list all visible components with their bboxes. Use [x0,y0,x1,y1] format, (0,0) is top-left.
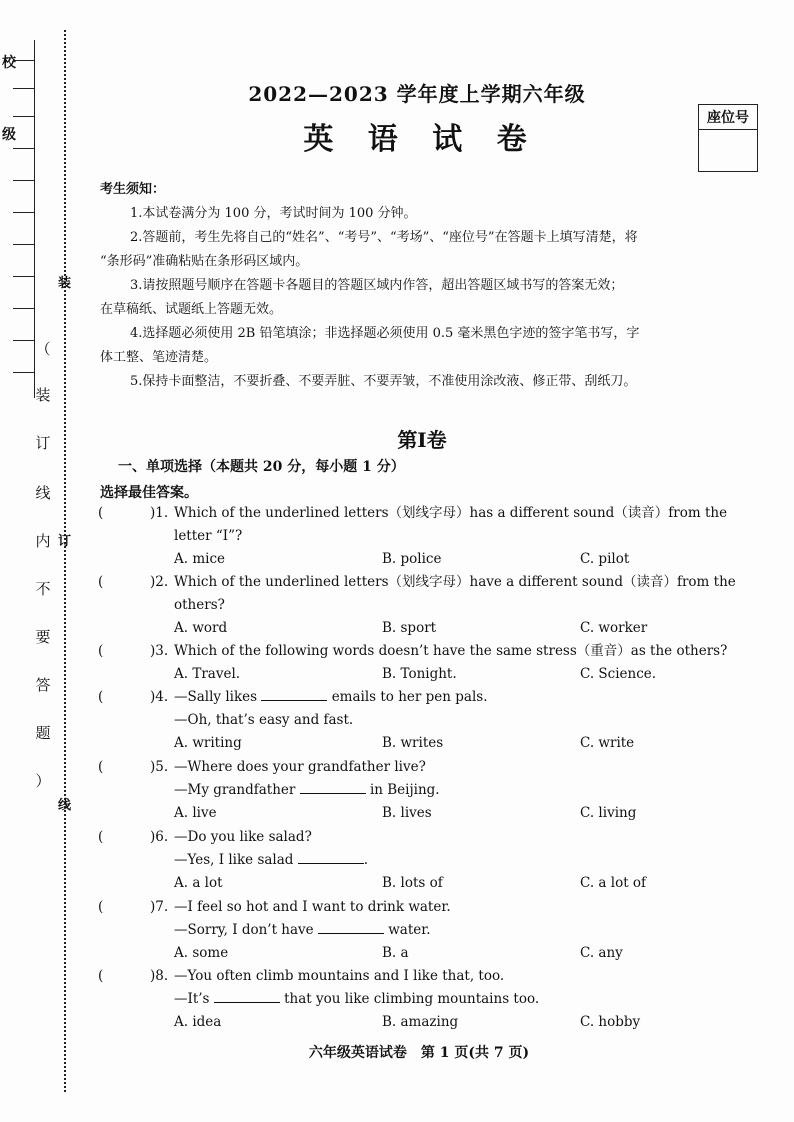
question-text: letter “I”? [174,528,243,544]
option-a: A. Travel. [174,666,241,682]
option-c: C. any [580,945,623,961]
question-text: —Sally likes [174,689,258,705]
info-rule [13,276,35,277]
option-a: A. live [174,805,217,821]
margin-char: 不 [35,580,51,598]
option-a: A. word [174,620,228,636]
question-text: —Do you like salad? [174,829,312,845]
info-rule [13,180,35,181]
margin-zhuang: 装 [58,276,72,291]
page-footer: 六年级英语试卷 第 1 页(共 7 页) [308,1045,530,1061]
answer-paren[interactable]: ( [98,643,104,659]
option-c: C. hobby [580,1014,641,1030]
option-b: B. writes [382,735,444,751]
question-number: )3. [150,643,169,659]
instruction-item: 在草稿纸、试题纸上答题无效。 [100,302,283,317]
option-b: B. police [382,551,442,567]
question-4 [98,686,746,755]
option-a: A. a lot [174,875,223,891]
margin-char: 答 [35,676,51,694]
info-rule [13,244,35,245]
question-number: )2. [150,574,169,590]
exam-title-line: 2022—2023 学年度上学期六年级 [248,82,586,106]
question-number: )7. [150,899,169,915]
instruction-item: 3.请按照题号顺序在答题卡各题目的答题区域内作答，超出答题区域书写的答案无效； [130,278,624,293]
question-text: others? [174,597,225,613]
answer-blank [261,686,327,701]
question-text: —Oh, that’s easy and fast. [174,712,354,728]
question-text: —Sorry, I don’t have [174,922,314,938]
margin-mark-grade: 级 [2,127,16,143]
question-text: —Yes, I like salad [174,852,294,868]
answer-paren[interactable]: ( [98,899,104,915]
info-rule [13,60,35,61]
exam-subject: 英 语 试 卷 [303,122,539,157]
option-b: B. a [382,945,409,961]
info-rule [13,308,35,309]
question-text: that you like climbing mountains too. [284,991,540,1007]
option-b: B. amazing [382,1014,459,1030]
answer-blank [214,988,280,1003]
option-c: C. Science. [580,666,657,682]
option-c: C. write [580,735,635,751]
option-c: C. a lot of [580,875,647,891]
question-text: —You often climb mountains and I like that, too. [174,968,505,984]
answer-paren[interactable]: ( [98,574,104,590]
margin-char: 线 [35,484,51,502]
margin-char: 要 [35,628,51,646]
question-number: )6. [150,829,169,845]
question-3 [98,640,746,686]
option-a: A. writing [174,735,242,751]
question-7 [98,896,746,965]
answer-paren[interactable]: ( [98,829,104,845]
answer-paren[interactable]: ( [98,689,104,705]
option-b: B. lots of [382,875,443,891]
info-rule [13,372,35,373]
question-text: Which of the following words doesn’t have the same stress（重音）as the others? [174,643,728,659]
option-a: A. some [174,945,229,961]
exam-instructions [100,178,750,394]
instruction-item: 4.选择题必须使用 2B 铅笔填涂；非选择题必须使用 0.5 毫米黑色字迹的签字笔书写，字 [130,326,640,341]
question-text: —I feel so hot and I want to drink water. [174,899,451,915]
option-a: A. idea [174,1014,222,1030]
option-b: B. sport [382,620,437,636]
binding-dotted-line [64,30,66,1092]
margin-char: ） [35,772,51,790]
question-2 [98,571,746,640]
section-title: 一、单项选择（本题共 20 分，每小题 1 分） [118,459,405,475]
answer-paren[interactable]: ( [98,759,104,775]
answer-paren[interactable]: ( [98,968,104,984]
answer-blank [318,919,384,934]
question-1 [98,502,746,571]
question-number: )4. [150,689,169,705]
option-c: C. worker [580,620,648,636]
option-c: C. living [580,805,637,821]
seat-number-label: 座位号 [699,105,757,130]
answer-blank [300,779,366,794]
instruction-item: “条形码”准确粘贴在条形码区域内。 [100,254,309,269]
question-text: —My grandfather [174,782,296,798]
margin-ding: 订 [58,534,72,549]
seat-number-box [698,104,758,172]
answer-blank [298,849,364,864]
margin-char: 装 [35,386,51,404]
question-text: —Where does your grandfather live? [174,759,426,775]
question-text: emails to her pen pals. [331,689,488,705]
option-a: A. mice [174,551,226,567]
question-text: . [363,852,369,868]
option-b: B. Tonight. [382,666,457,682]
question-text: Which of the underlined letters（划线字母）has a different sound（读音）from the [174,505,728,521]
instruction-item: 1.本试卷满分为 100 分，考试时间为 100 分钟。 [130,206,417,221]
question-5 [98,756,746,825]
instruction-item: 2.答题前，考生先将自己的“姓名”、“考号”、“考场”、“座位号”在答题卡上填写清楚，将 [130,230,638,245]
info-rule [13,212,35,213]
question-number: )1. [150,505,169,521]
margin-char: 订 [35,434,51,452]
instructions-title: 考生须知： [100,182,166,197]
question-text: in Beijing. [369,782,440,798]
question-8 [98,965,746,1034]
margin-xian: 线 [58,798,72,813]
question-text: water. [388,922,431,938]
instruction-item: 5.保持卡面整洁，不要折叠、不要弄脏、不要弄皱，不准使用涂改液、修正带、刮纸刀。 [130,374,637,389]
margin-char: 内 [35,532,51,550]
question-number: )5. [150,759,169,775]
margin-char: 题 [35,724,51,742]
margin-char: （ [35,340,51,358]
option-b: B. lives [382,805,432,821]
margin-mark-school: 校 [2,55,16,71]
question-number: )8. [150,968,169,984]
instruction-item: 体工整、笔迹清楚。 [100,350,218,365]
volume-title: 第Ⅰ卷 [397,428,447,452]
question-text: —It’s [174,991,210,1007]
section-instruction: 选择最佳答案。 [100,485,198,501]
question-6 [98,826,746,895]
answer-paren[interactable]: ( [98,505,104,521]
option-c: C. pilot [580,551,630,567]
question-text: Which of the underlined letters（划线字母）have a different sound（读音）from the [174,574,736,590]
